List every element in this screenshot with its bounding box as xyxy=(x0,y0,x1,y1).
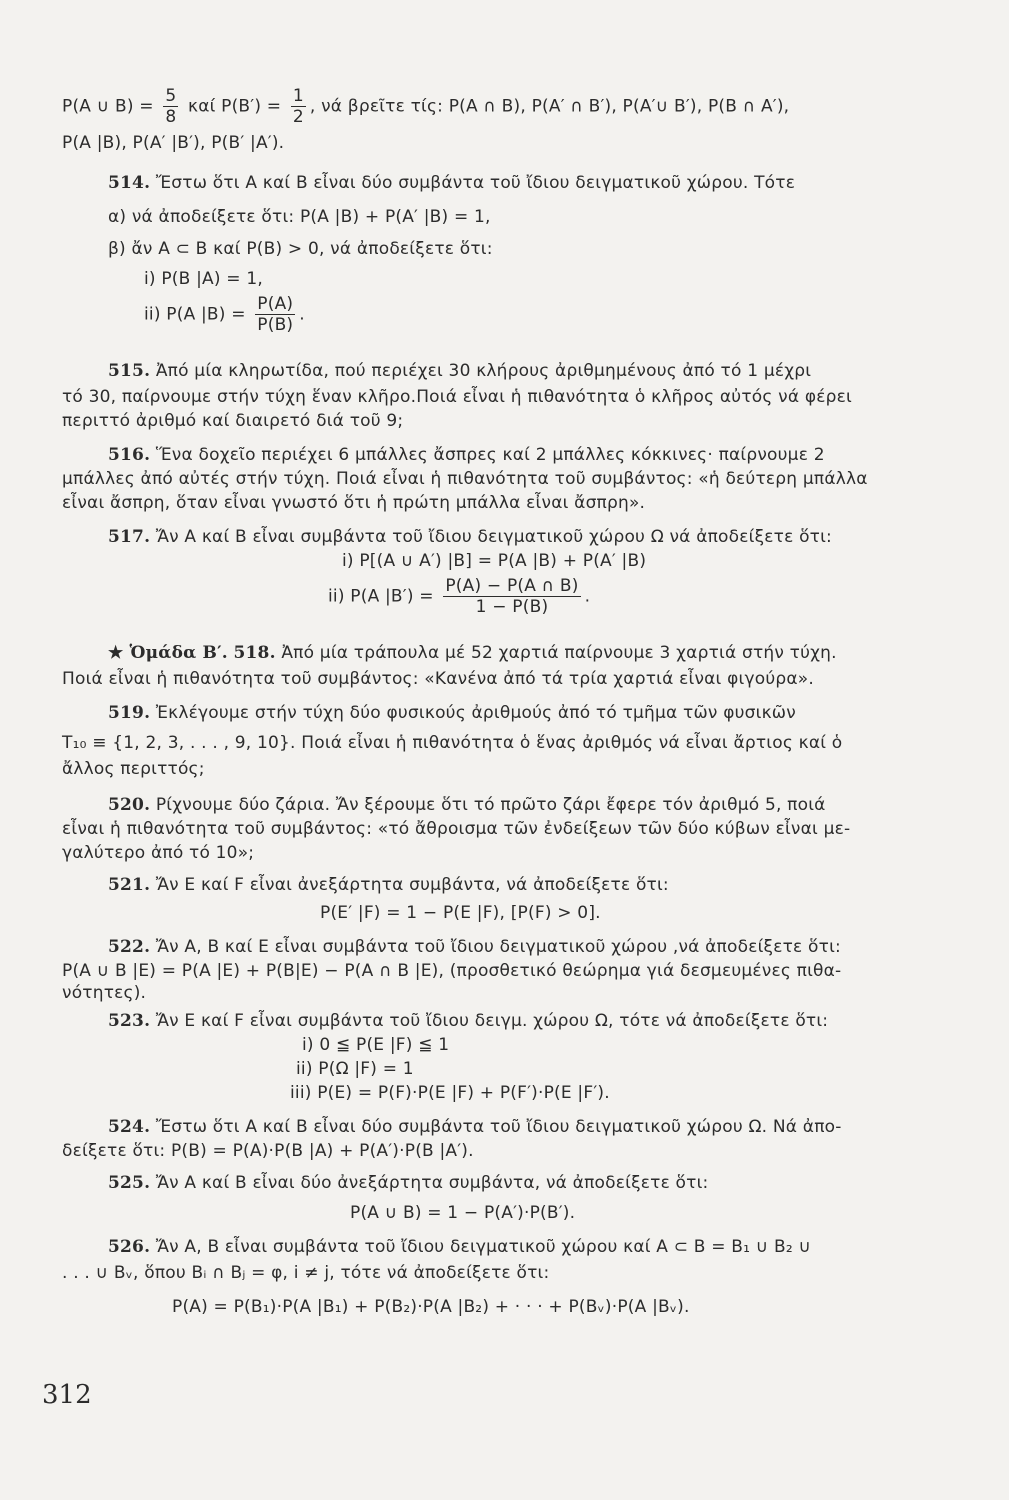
exercise-number: 520. xyxy=(108,795,151,815)
exercise-516-line-3: εἶναι ἄσπρη, ὅταν εἶναι γνωστό ὅτι ἡ πρώτη μπάλλα εἶναι ἄσπρη». xyxy=(62,493,646,513)
exercise-523-iii: iii) P(E) = P(F)·P(E |F) + P(F′)·P(E |F′). xyxy=(290,1083,610,1103)
intro-line-1 xyxy=(62,86,789,127)
text: Ἔστω ὅτι A καί B εἶναι δύο συμβάντα τοῦ ἴδιου δειγματικοῦ χώρου. Τότε xyxy=(155,173,796,193)
exercise-518 xyxy=(108,642,837,664)
exercise-number: 514. xyxy=(108,173,151,193)
exercise-524 xyxy=(108,1116,842,1138)
exercise-number: 526. xyxy=(108,1237,151,1257)
exercise-517-ii xyxy=(328,576,590,617)
exercise-524-line-2: δείξετε ὅτι: P(B) = P(A)·P(B |A) + P(A′)·P(B |A′). xyxy=(62,1141,474,1161)
exercise-number: 519. xyxy=(108,703,151,723)
group-heading: ★ Ὁμάδα B′. xyxy=(108,643,228,663)
text: Ρίχνουμε δύο ζάρια. Ἄν ξέρουμε ὅτι τό πρῶτο ζάρι ἔφερε τόν ἀριθμό 5, ποιά xyxy=(155,795,826,815)
denominator: 2 xyxy=(292,107,304,127)
exercise-517-i: i) P[(A ∪ A′) |B] = P(A |B) + P(A′ |B) xyxy=(342,551,647,571)
exercise-514-b: β) ἄν A ⊂ B καί P(B) > 0, νά ἀποδείξετε ὅτι: xyxy=(108,239,493,259)
text: . xyxy=(584,586,591,607)
exercise-519-line-3: ἄλλος περιττός; xyxy=(62,759,205,779)
exercise-526-line-2: . . . ∪ Bᵥ, ὅπου Bᵢ ∩ Bⱼ = φ, i ≠ j, τότε νά ἀποδείξετε ὅτι: xyxy=(62,1263,550,1283)
text: Ἄν E καί F εἶναι συμβάντα τοῦ ἴδιου δειγμ. χώρου Ω, τότε νά ἀποδείξετε ὅτι: xyxy=(155,1011,829,1031)
exercise-519-line-2: T₁₀ ≡ {1, 2, 3, . . . , 9, 10}. Ποιά εἶναι ἡ πιθανότητα ὁ ἕνας ἀριθμός νά εἶναι ἄρτιος καί ὁ xyxy=(62,733,843,753)
exercise-520-line-2: εἶναι ἡ πιθανότητα τοῦ συμβάντος: «τό ἄθροισμα τῶν ἐνδείξεων τῶν δύο κύβων εἶναι με- xyxy=(62,819,851,839)
text: Ἕνα δοχεῖο περιέχει 6 μπάλλες ἄσπρες καί 2 μπάλλες κόκκινες· παίρνουμε 2 xyxy=(155,445,825,465)
exercise-519 xyxy=(108,702,796,724)
intro-line-2: P(A |B), P(A′ |B′), P(B′ |A′). xyxy=(62,133,285,153)
exercise-525 xyxy=(108,1172,708,1194)
exercise-514-i: i) P(B |A) = 1, xyxy=(144,269,263,289)
page-number: 312 xyxy=(42,1380,92,1410)
exercise-522 xyxy=(108,936,841,958)
fraction-1-2 xyxy=(291,86,306,127)
denominator: 1 − P(B) xyxy=(475,597,549,617)
exercise-522-line-3: νότητες). xyxy=(62,983,147,1003)
denominator: 8 xyxy=(165,107,177,127)
exercise-516-line-2: μπάλλες ἀπό αὐτές στήν τύχη. Ποιά εἶναι ἡ πιθανότητα τοῦ συμβάντος: «ἡ δεύτερη μπάλλα xyxy=(62,469,868,489)
exercise-number: 515. xyxy=(108,361,151,381)
numerator: 5 xyxy=(165,86,177,106)
text: ii) P(A |B′) = xyxy=(328,586,434,607)
exercise-515-line-2: τό 30, παίρνουμε στήν τύχη ἕναν κλῆρο.Ποιά εἶναι ἡ πιθανότητα ὁ κλῆρος αὐτός νά φέρει xyxy=(62,387,853,407)
exercise-number: 523. xyxy=(108,1011,151,1031)
exercise-514-a: α) νά ἀποδείξετε ὅτι: P(A |B) + P(A′ |B) = 1, xyxy=(108,207,491,227)
text: Ἄν A, B καί E εἶναι συμβάντα τοῦ ἴδιου δειγματικοῦ χώρου ,νά ἀποδείξετε ὅτι: xyxy=(155,937,841,957)
exercise-514 xyxy=(108,172,795,194)
text: Ἔστω ὅτι A καί B εἶναι δύο συμβάντα τοῦ ἴδιου δειγματικοῦ χώρου Ω. Νά ἀπο- xyxy=(155,1117,842,1137)
text: Ἀπό μία τράπουλα μέ 52 χαρτιά παίρνουμε 3 χαρτιά στήν τύχη. xyxy=(281,643,837,663)
exercise-515 xyxy=(108,360,811,382)
fraction-5-8 xyxy=(163,86,178,127)
exercise-525-formula: P(A ∪ B) = 1 − P(A′)·P(B′). xyxy=(350,1203,576,1223)
exercise-521 xyxy=(108,874,669,896)
exercise-523 xyxy=(108,1010,828,1032)
exercise-number: 518. xyxy=(233,643,276,663)
exercise-520 xyxy=(108,794,826,816)
text: Ἄν A, B εἶναι συμβάντα τοῦ ἴδιου δειγματικοῦ χώρου καί A ⊂ B = B₁ ∪ B₂ ∪ xyxy=(155,1237,812,1257)
text: Ἐκλέγουμε στήν τύχη δύο φυσικούς ἀριθμούς ἀπό τό τμῆμα τῶν φυσικῶν xyxy=(155,703,796,723)
exercise-number: 525. xyxy=(108,1173,151,1193)
exercise-523-i: i) 0 ≦ P(E |F) ≦ 1 xyxy=(302,1035,450,1055)
fraction-517 xyxy=(443,576,580,617)
exercise-516 xyxy=(108,444,825,466)
exercise-526-formula: P(A) = P(B₁)·P(A |B₁) + P(B₂)·P(A |B₂) + · · · + P(Bᵥ)·P(A |Bᵥ). xyxy=(172,1297,690,1317)
exercise-number: 524. xyxy=(108,1117,151,1137)
exercise-515-line-3: περιττό ἀριθμό καί διαιρετό διά τοῦ 9; xyxy=(62,411,404,431)
text: Ἄν A καί B εἶναι δύο ἀνεξάρτητα συμβάντα, νά ἀποδείξετε ὅτι: xyxy=(155,1173,709,1193)
text: καί P(B′) = xyxy=(187,96,282,117)
exercise-number: 517. xyxy=(108,527,151,547)
text: Ἀπό μία κληρωτίδα, πού περιέχει 30 κλήρους ἀριθμημένους ἀπό τό 1 μέχρι xyxy=(155,361,812,381)
text: . xyxy=(299,304,305,325)
exercise-522-line-2: P(A ∪ B |E) = P(A |E) + P(B|E) − P(A ∩ B |E), (προσθετικό θεώρημα γιά δεσμευμένες πιθα- xyxy=(62,961,842,981)
exercise-number: 521. xyxy=(108,875,151,895)
exercise-514-ii xyxy=(144,294,305,335)
exercise-523-ii: ii) P(Ω |F) = 1 xyxy=(296,1059,414,1079)
text: ii) P(A |B) = xyxy=(144,304,246,325)
exercise-number: 522. xyxy=(108,937,151,957)
denominator: P(B) xyxy=(257,315,294,335)
fraction-pa-pb xyxy=(255,294,295,335)
exercise-520-line-3: γαλύτερο ἀπό τό 10»; xyxy=(62,843,255,863)
text: P(A ∪ B) = xyxy=(62,96,154,117)
text: Ἄν E καί F εἶναι ἀνεξάρτητα συμβάντα, νά ἀποδείξετε ὅτι: xyxy=(155,875,669,895)
exercise-518-line-2: Ποιά εἶναι ἡ πιθανότητα τοῦ συμβάντος: «Κανένα ἀπό τά τρία χαρτιά εἶναι φιγούρα». xyxy=(62,669,814,689)
text: Ἄν A καί B εἶναι συμβάντα τοῦ ἴδιου δειγματικοῦ χώρου Ω νά ἀποδείξετε ὅτι: xyxy=(155,527,832,547)
text: , νά βρεῖτε τίς: P(A ∩ B), P(A′ ∩ B′), P(A′∪ B′), P(B ∩ A′), xyxy=(309,96,790,117)
numerator: 1 xyxy=(292,86,304,106)
exercise-number: 516. xyxy=(108,445,151,465)
exercise-521-formula: P(E′ |F) = 1 − P(E |F), [P(F) > 0]. xyxy=(320,903,601,923)
numerator: P(A) − P(A ∩ B) xyxy=(445,576,579,596)
numerator: P(A) xyxy=(255,294,295,315)
exercise-526 xyxy=(108,1236,811,1258)
exercise-517 xyxy=(108,526,832,548)
